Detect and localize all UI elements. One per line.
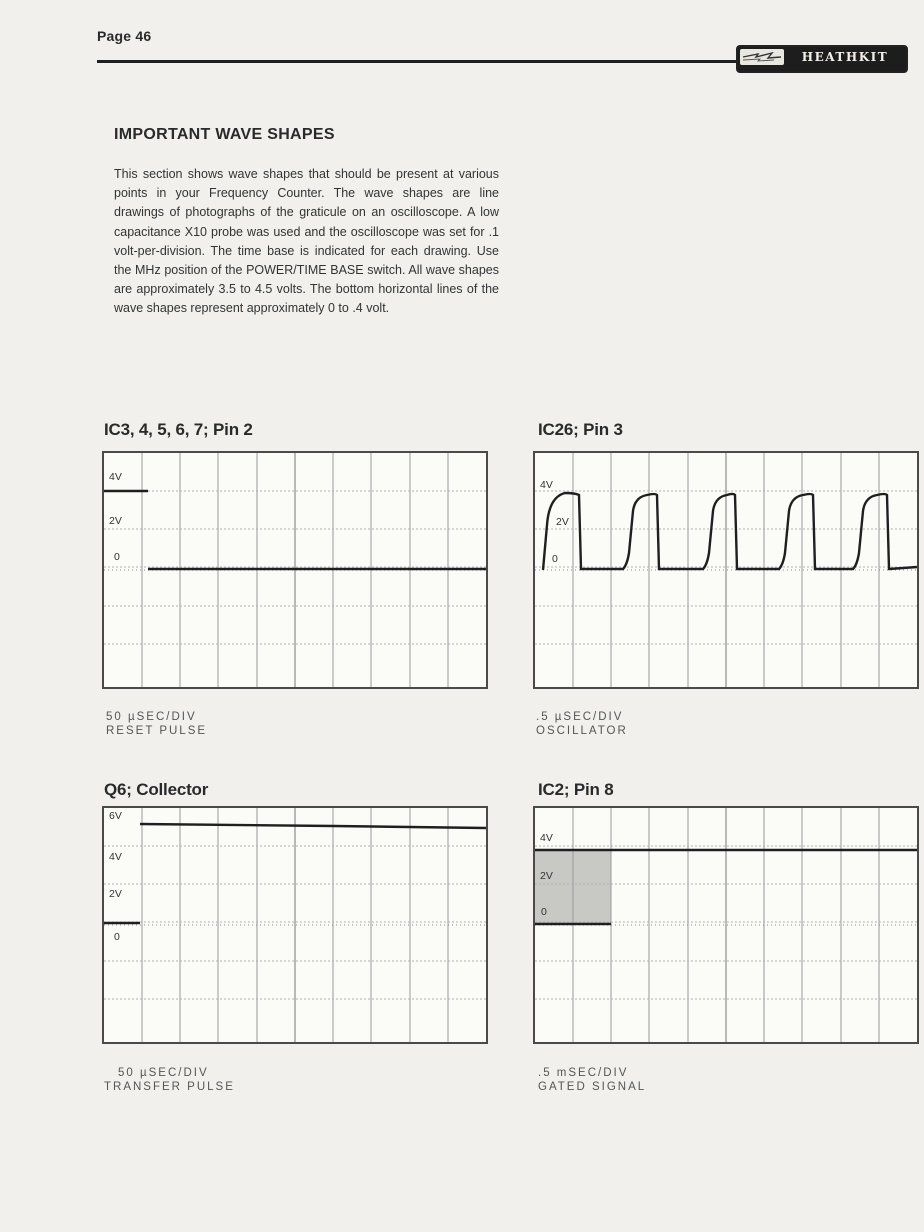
page-number: Page 46 <box>97 28 152 44</box>
lightning-bolt-icon <box>740 49 784 65</box>
graticule <box>535 453 917 687</box>
waveform-trace <box>543 493 917 570</box>
signal-caption: GATED SIGNAL <box>538 1081 647 1093</box>
section-heading: IMPORTANT WAVE SHAPES <box>114 126 335 143</box>
timebase-caption: 50 µSEC/DIV <box>118 1067 209 1079</box>
panel-title: IC26; Pin 3 <box>538 420 623 439</box>
heathkit-logo <box>736 45 908 73</box>
level-label-0: 0 <box>552 553 558 565</box>
timebase-caption: .5 mSEC/DIV <box>538 1067 629 1079</box>
graticule <box>535 808 917 1042</box>
signal-caption: RESET PULSE <box>106 725 208 737</box>
level-label-0: 0 <box>114 931 120 943</box>
level-label-2v: 2V <box>109 888 122 900</box>
level-label-2v: 2V <box>109 515 122 527</box>
level-label-4v: 4V <box>540 832 553 844</box>
oscilloscope-screen <box>533 806 919 1044</box>
graticule <box>104 453 486 687</box>
signal-caption: TRANSFER PULSE <box>104 1081 235 1093</box>
level-label-4v: 4V <box>540 479 553 491</box>
signal-caption: OSCILLATOR <box>536 725 628 737</box>
panel-title: IC3, 4, 5, 6, 7; Pin 2 <box>104 420 253 439</box>
level-label-0: 0 <box>541 906 547 918</box>
level-label-4v: 4V <box>109 471 122 483</box>
logo-wordmark: HEATHKIT <box>801 50 889 64</box>
level-label-6v: 6V <box>109 810 122 822</box>
level-label-4v: 4V <box>109 851 122 863</box>
timebase-caption: .5 µSEC/DIV <box>536 711 624 723</box>
panel-title: Q6; Collector <box>104 780 209 799</box>
intro-paragraph: This section shows wave shapes that should be present at various points in your Frequency Counter. The wave shapes are line drawings of photographs of the graticule on an oscilloscope. A low capacitance X10 probe was used and the oscilloscope was set for .1 volt-per-division. The time base is indicated for each drawing. Use the MHz position of the POWER/TIME BASE switch. All wave shapes are approximately 3.5 to 4.5 volts. The bottom horizontal lines of the wave shapes represent approximately 0 to .4 volt. <box>114 167 499 316</box>
level-label-2v: 2V <box>540 870 553 882</box>
timebase-caption: 50 µSEC/DIV <box>106 711 197 723</box>
panel-title: IC2; Pin 8 <box>538 780 614 799</box>
level-label-0: 0 <box>114 551 120 563</box>
level-label-2v: 2V <box>556 516 569 528</box>
oscilloscope-screen <box>102 451 488 689</box>
oscilloscope-screen <box>533 451 919 689</box>
oscilloscope-screen <box>102 806 488 1044</box>
graticule <box>104 808 486 1042</box>
